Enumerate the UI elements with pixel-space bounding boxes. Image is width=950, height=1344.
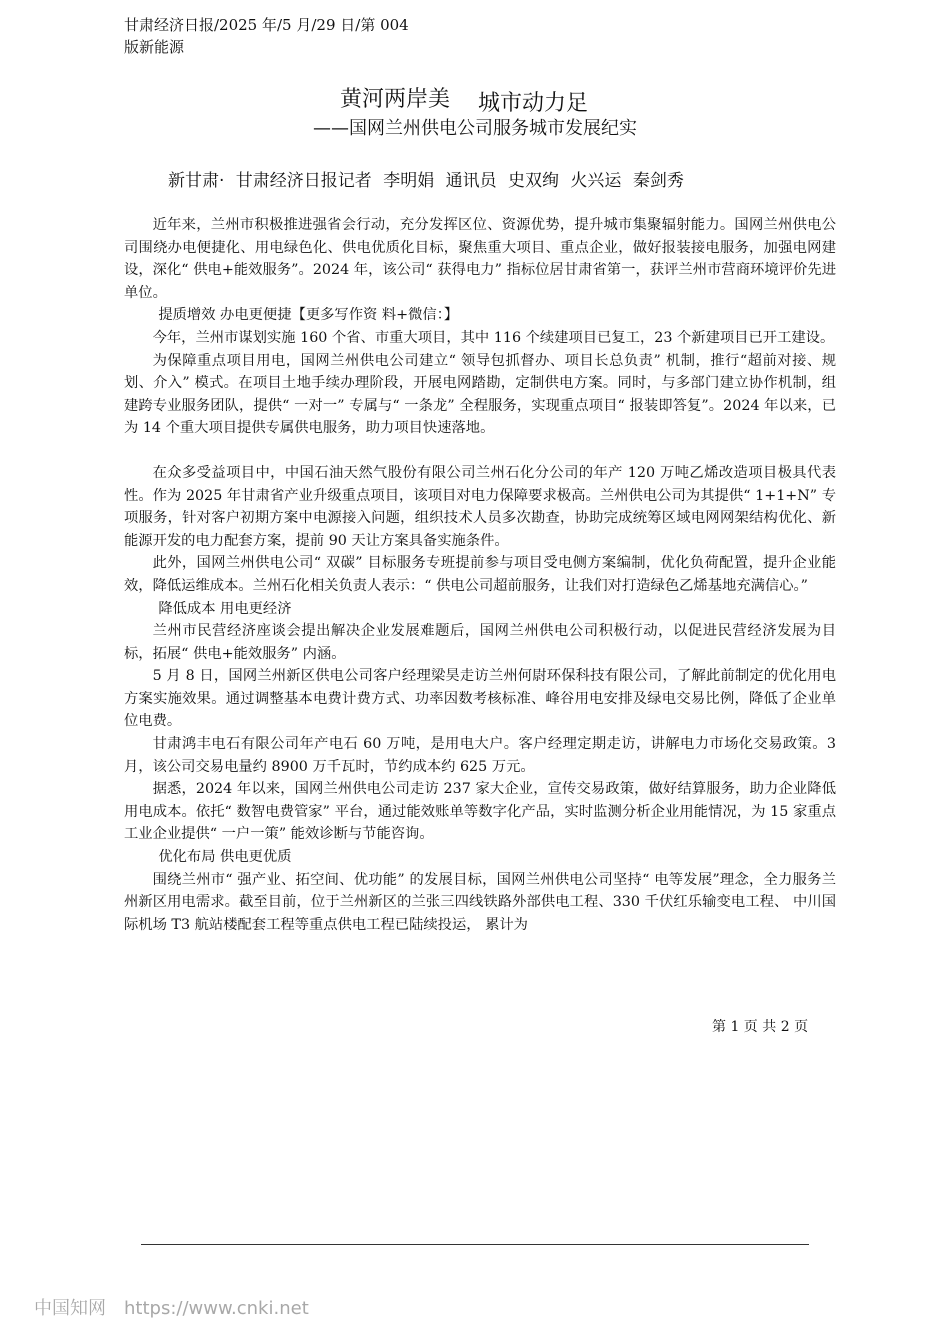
source-line-2: 版新能源: [124, 38, 185, 56]
footer-divider: [141, 1244, 809, 1245]
watermark-name: 中国知网: [34, 1298, 106, 1319]
section-heading: 优化布局 供电更优质: [158, 849, 292, 866]
section-heading: 降低成本 用电更经济: [158, 600, 292, 617]
paragraph: 5 月 8 日，国网兰州新区供电公司客户经理梁昊走访兰州何尉环保科技有限公司，了解此前制定的优化用电方案实施效果。通过调整基本电费计费方式、功率因数考核标准、峰谷用电安排及绿电交易比例，降低了企业单位电费。: [124, 668, 836, 730]
paragraph: 近年来，兰州市积极推进强省会行动，充分发挥区位、资源优势，提升城市集聚辐射能力。国网兰州供电公司围绕办电便捷化、用电绿色化、供电优质化目标，聚焦重大项目、重点企业，做好报装接电服务，加强电网建设，深化“ 供电+能效服务”。2024 年，该公司“ 获得电力” 指标位居甘肃省第一，获评兰州市营商环境评价先进单位。: [124, 217, 836, 301]
paragraph: 据悉，2024 年以来，国网兰州供电公司走访 237 家大企业，宣传交易政策，做好结算服务，助力企业降低用电成本。依托“ 数智电费管家” 平台，通过能效账单等数字化产品，实时监测分析企业用能情况，为 15 家重点工业企业提供“ 一户一策” 能效诊断与节能咨询。: [124, 781, 836, 843]
paragraph: 甘肃鸿丰电石有限公司年产电石 60 万吨，是用电大户。客户经理定期走访，讲解电力市场化交易政策。3 月，该公司交易电量约 8900 万千瓦时，节约成本约 625 万元。: [124, 736, 836, 775]
watermark: [34, 1294, 309, 1320]
article-title: [0, 84, 950, 142]
paragraph: 此外，国网兰州供电公司“ 双碳” 目标服务专班提前参与项目受电侧方案编制，优化负荷配置，提升企业能效，降低运维成本。兰州石化相关负责人表示：“ 供电公司超前服务，让我们对打造绿色乙烯基地充满信心。”: [124, 555, 836, 594]
source-line-1: 甘肃经济日报/2025 年/5 月/29 日/第 004: [124, 16, 409, 34]
paragraph: 为保障重点项目用电，国网兰州供电公司建立“ 领导包抓督办、项目长总负责” 机制，推行“超前对接、规划、介入” 模式。在项目土地手续办理阶段，开展电网踏勘，定制供电方案。同时，与多部门建立协作机制，组建跨专业服务团队，提供“ 一对一” 专属与“ 一条龙” 全程服务，实现重点项目“ 报装即答复”。2024 年以来，已为 14 个重大项目提供专属供电服务，助力项目快速落地。: [124, 352, 836, 437]
article-body: [124, 214, 836, 936]
sub-title: ——国网兰州供电公司服务城市发展纪实: [313, 118, 637, 139]
source-line: [124, 14, 409, 58]
main-title-part-b: 城市动力足: [478, 91, 589, 116]
main-title-part-a: 黄河两岸美: [339, 87, 450, 112]
blank-line: [124, 440, 836, 462]
paragraph: 今年，兰州市谋划实施 160 个省、市重大项目，其中 116 个续建项目已复工，23 个新建项目已开工建设。: [152, 329, 835, 346]
paragraph: 围绕兰州市“ 强产业、拓空间、优功能” 的发展目标，国网兰州供电公司坚持“ 电等发展”理念，全力服务兰州新区用电需求。截至目前，位于兰州新区的兰张三四线铁路外部供电工程、330 千伏红乐输变电工程、 中川国际机场 T3 航站楼配套工程等重点供电工程已陆续投运， 累计为: [124, 871, 836, 933]
watermark-url: https://www.cnki.net: [124, 1298, 309, 1319]
paragraph: 兰州市民营经济座谈会提出解决企业发展难题后，国网兰州供电公司积极行动，以促进民营经济发展为目标，拓展“ 供电+能效服务” 内涵。: [124, 623, 836, 662]
byline: 新甘肃· 甘肃经济日报记者 李明娟 通讯员 史双绚 火兴运 秦剑秀: [168, 171, 684, 191]
page-number: 第 1 页 共 2 页: [712, 1019, 809, 1035]
section-heading: 提质增效 办电更便捷【更多写作资 料+微信：】: [158, 307, 459, 324]
paragraph: 在众多受益项目中，中国石油天然气股份有限公司兰州石化分公司的年产 120 万吨乙烯改造项目极具代表性。作为 2025 年甘肃省产业升级重点项目，该项目对电力保障要求极高。兰州供电公司为其提供“ 1+1+N” 专项服务，针对客户初期方案中电源接入问题，组织技术人员多次勘查，协助完成统筹区域电网网架结构优化、新能源开发的电力配套方案，提前 90 天让方案具备实施条件。: [124, 464, 836, 549]
main-title: [0, 84, 950, 116]
